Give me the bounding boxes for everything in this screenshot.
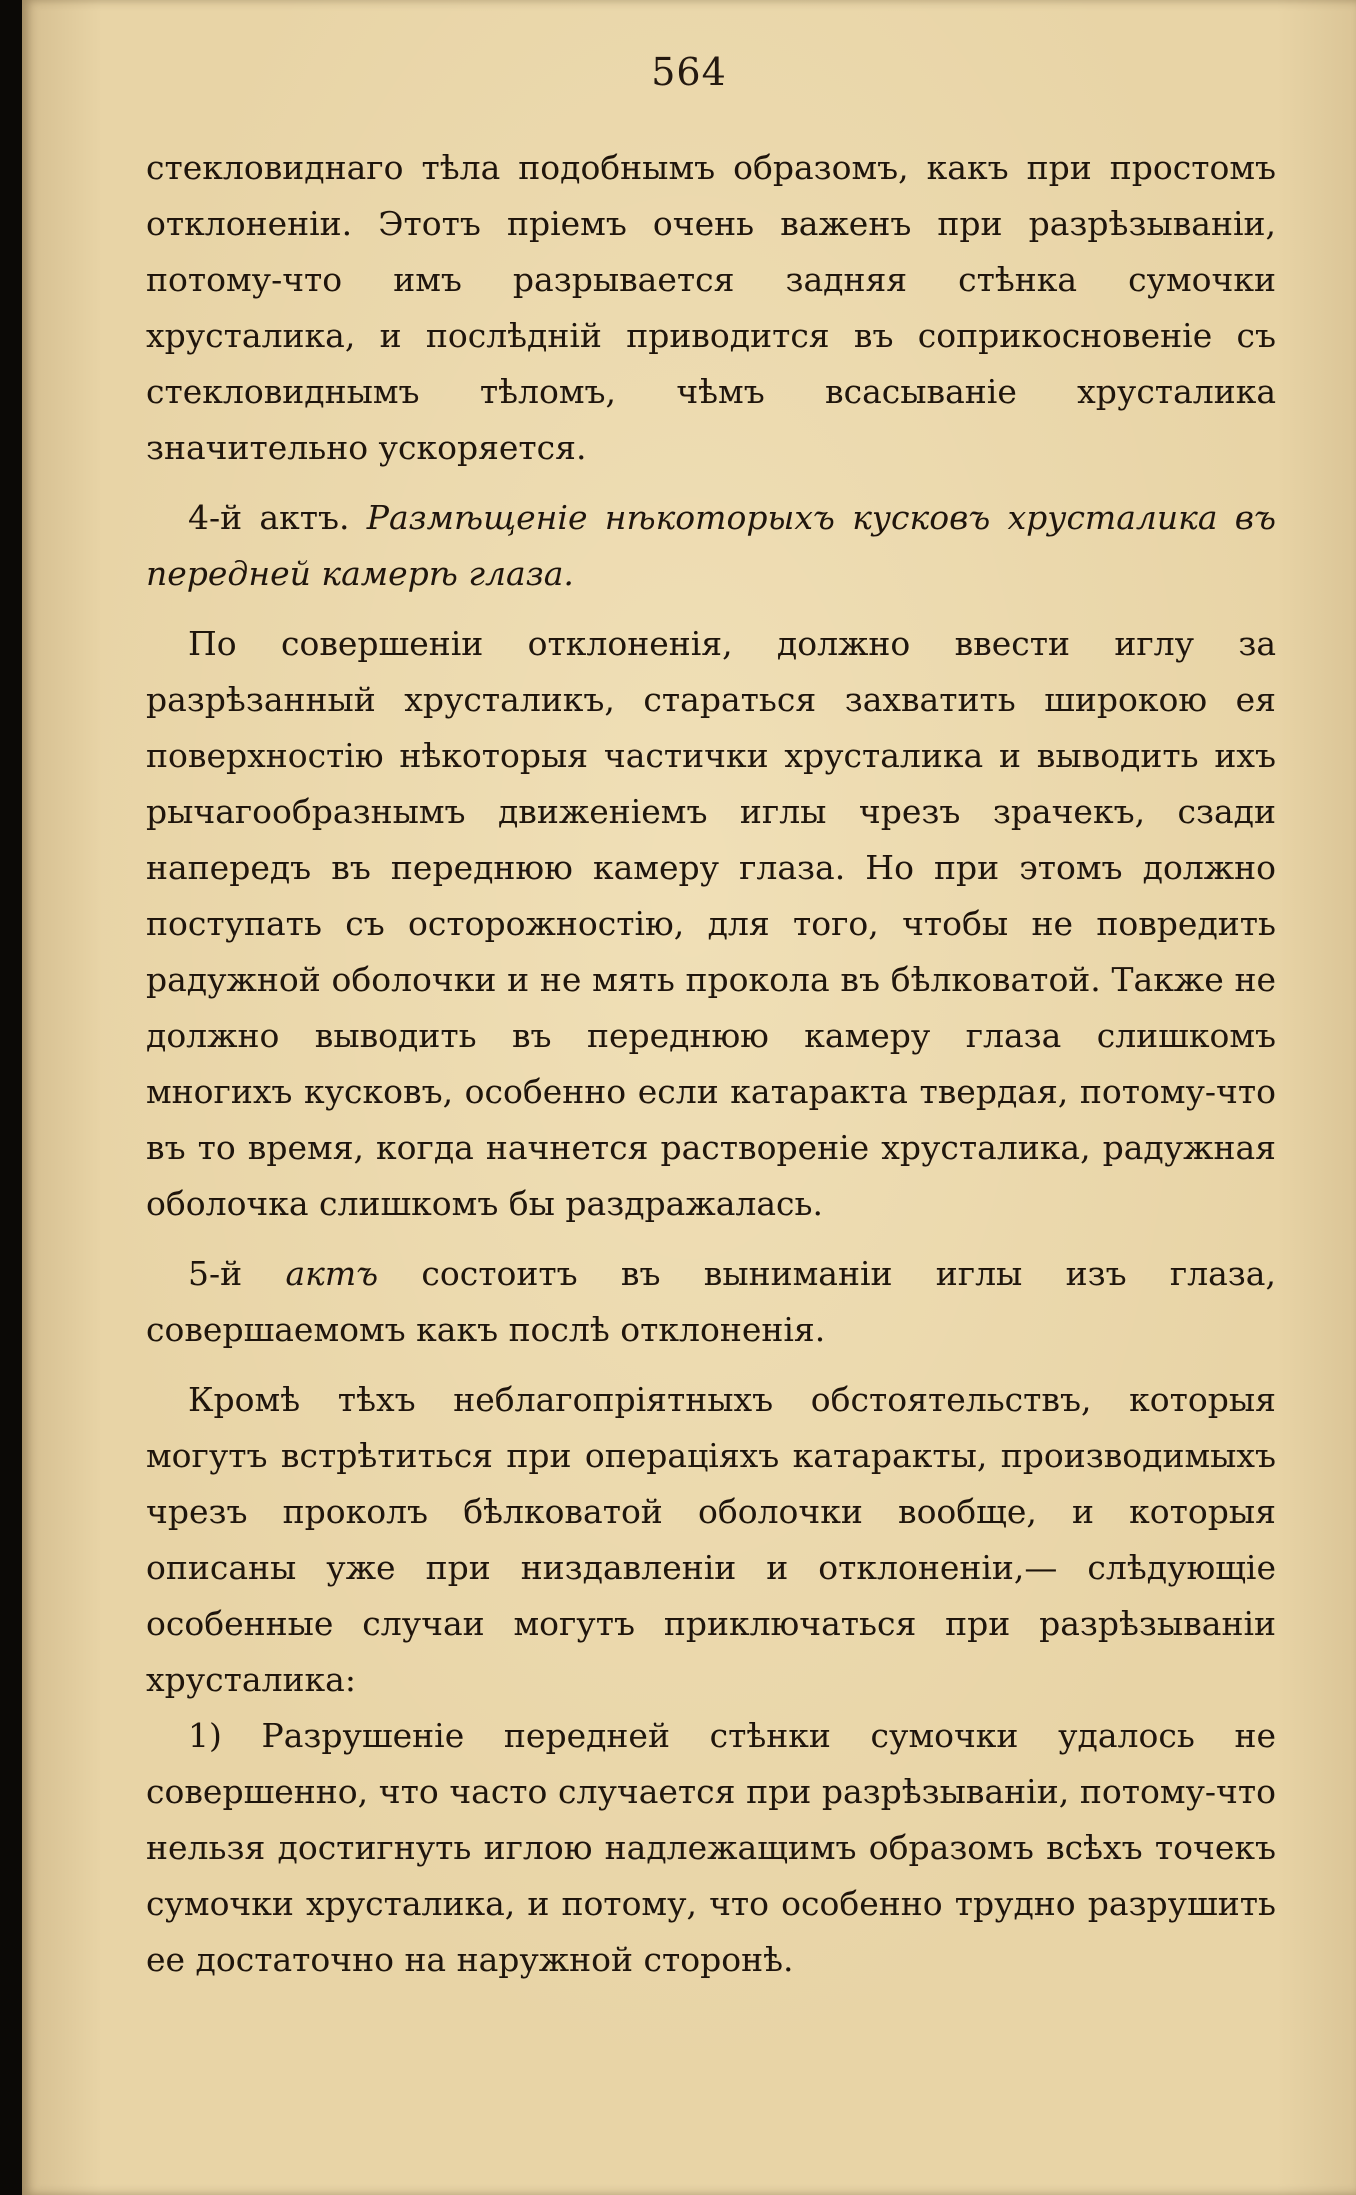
section-heading-act-4	[146, 490, 1276, 602]
page-number: 564	[651, 50, 727, 94]
paragraph-act-4-description: По совершеніи отклоненія, должно ввести иглу за разрѣзанный хрусталикъ, стараться захватить широкою ея поверхностію нѣкоторыя частички хрусталика и выводить ихъ рычагообразнымъ движеніемъ иглы чрезъ зрачекъ, сзади напередъ въ переднюю камеру глаза. Но при этомъ должно поступать съ осторожностію, для того, чтобы не повредить радужной оболочки и не мять прокола въ бѣлковатой. Также не должно выводить въ переднюю камеру глаза слишкомъ многихъ кусковъ, особенно если катаракта твердая, потому-что въ то время, когда начнется раствореніе хрусталика, радужная оболочка слишкомъ бы раздражалась.	[146, 624, 1276, 1223]
act-5-label: 5-й	[188, 1254, 243, 1293]
act-5-word: актъ	[285, 1254, 379, 1293]
act-4-label: 4-й актъ.	[188, 498, 350, 537]
paragraph-act-5	[146, 1246, 1276, 1358]
act-5-text: состоитъ въ выниманіи иглы изъ глаза, совершаемомъ какъ послѣ отклоненія.	[146, 1254, 1276, 1349]
act-4-title: Размѣщеніе нѣкоторыхъ кусковъ хрусталика въ передней камерѣ глаза.	[146, 498, 1277, 593]
paragraph-case-1: 1) Разрушеніе передней стѣнки сумочки удалось не совершенно, что часто случается при разрѣзываніи, потому-что нельзя достигнуть иглою надлежащимъ образомъ всѣхъ точекъ сумочки хрусталика, и потому, что особенно трудно разрушить ее достаточно на наружной сторонѣ.	[146, 1716, 1276, 1979]
paragraph-continuation: стекловиднаго тѣла подобнымъ образомъ, какъ при простомъ отклоненіи. Этотъ пріемъ очень важенъ при разрѣзываніи, потому-что имъ разрывается задняя стѣнка сумочки хрусталика, и послѣдній приводится въ соприкосновеніе съ стекловиднымъ тѣломъ, чѣмъ всасываніе хрусталика значительно ускоряется.	[146, 148, 1276, 467]
page-text	[146, 140, 1276, 1988]
book-page	[22, 0, 1356, 2195]
paragraph-complications: Кромѣ тѣхъ неблагопріятныхъ обстоятельствъ, которыя могутъ встрѣтиться при операціяхъ катаракты, производимыхъ чрезъ проколъ бѣлковатой оболочки вообще, и которыя описаны уже при низдавленіи и отклоненіи,— слѣдующіе особенные случаи могутъ приключаться при разрѣзываніи хрусталика:	[146, 1380, 1276, 1699]
